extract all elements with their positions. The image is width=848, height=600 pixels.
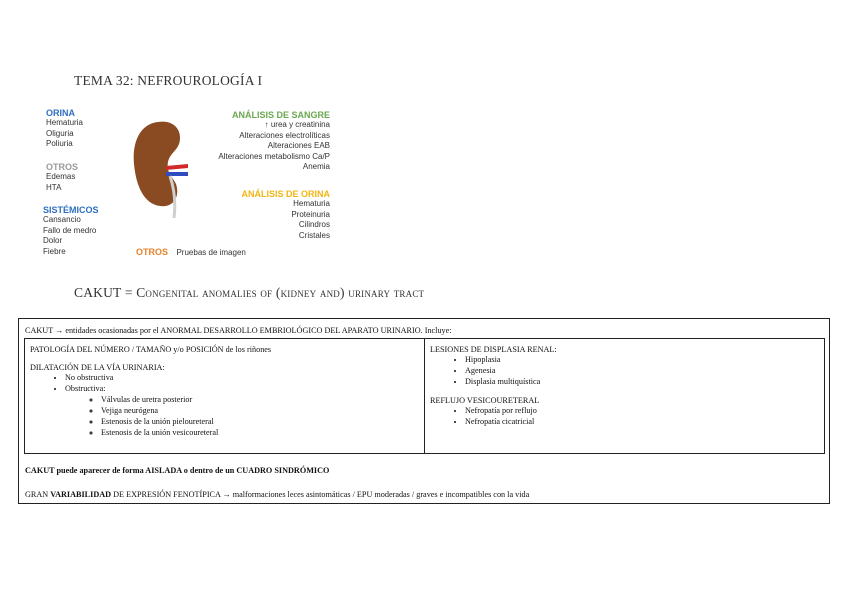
left-column	[25, 339, 425, 453]
lesiones-list	[430, 354, 820, 387]
cakut-intro: CAKUT → entidades ocasionadas por el ANORMAL DESARROLLO EMBRIOLÓGICO DEL APARATO URINARIO. Incluye:	[25, 326, 452, 335]
orina-analisis-item: Cristales	[298, 230, 330, 240]
patologia-heading: PATOLOGÍA DEL NÚMERO / TAMAÑO y/o POSICIÓN de los riñones	[30, 345, 272, 354]
sub-list-item: ◦ Estenosis de la unión vesicoureteral	[101, 427, 419, 438]
orina-item: Oliguria	[46, 128, 74, 138]
orina-analisis-group	[190, 189, 330, 241]
list-item: • Agenesia	[465, 365, 820, 376]
otros-title: OTROS	[46, 162, 79, 172]
sub-list-item: ◦ Vejiga neurógena	[101, 405, 419, 416]
list-item: • Nefropatía por reflujo	[465, 405, 820, 416]
sub-list-item: ◦ Estenosis de la unión pieloureteral	[101, 416, 419, 427]
orina-analisis-item: Hematuria	[293, 199, 330, 208]
sistemicos-item: Cansancio	[43, 215, 81, 224]
sangre-item: Anemia	[302, 162, 330, 171]
sistemicos-title: SISTÉMICOS	[43, 205, 99, 215]
otros2-text: Pruebas de imagen	[176, 248, 246, 257]
cakut-table	[24, 338, 825, 454]
aislada-note: CAKUT puede aparecer de forma AISLADA o dentro de un CUADRO SINDRÓMICO	[25, 466, 330, 475]
sistemicos-item: Fiebre	[43, 246, 66, 256]
orina-analisis-item: Proteinuria	[291, 209, 330, 219]
otros-item: Edemas	[46, 172, 76, 181]
list-item: • Hipoplasia	[465, 354, 820, 365]
orina-group	[46, 108, 83, 150]
otros-item: HTA	[46, 182, 62, 192]
orina-item: Hematuria	[46, 118, 83, 127]
orina-analisis-item: Cilindros	[298, 220, 330, 229]
lesiones-heading: LESIONES DE DISPLASIA RENAL:	[430, 345, 557, 354]
sistemicos-group	[43, 205, 99, 257]
sangre-item: ↑ urea y creatinina	[264, 120, 330, 129]
sangre-item: Alteraciones electrolíticas	[239, 130, 330, 140]
otros2-title: OTROS	[136, 247, 169, 257]
reflujo-heading: REFLUJO VESICOURETERAL	[430, 396, 540, 405]
kidney-diagram	[40, 104, 340, 264]
variabilidad-suffix: DE EXPRESIÓN FENOTÍPICA → malformaciones leces asintomáticas / EPU moderadas / graves e incompatibles con la vida	[113, 490, 530, 499]
right-column	[425, 339, 825, 453]
dilatacion-list	[30, 372, 419, 438]
variabilidad-note	[25, 490, 529, 499]
list-item: • Displasia multiquística	[465, 376, 820, 387]
sangre-group	[170, 110, 330, 173]
otros-group	[46, 162, 78, 193]
sangre-title: ANÁLISIS DE SANGRE	[231, 110, 330, 120]
orina-title: ORINA	[46, 108, 75, 118]
orina-item: Poliuria	[46, 139, 73, 148]
otros2-group	[136, 242, 246, 260]
cakut-box	[18, 318, 830, 504]
cakut-definition: CAKUT = Congenital anomalies of (kidney and) urinary tract	[74, 285, 425, 300]
variabilidad-prefix: GRAN	[25, 490, 49, 499]
sub-list-item: ◦ Válvulas de uretra posterior	[101, 394, 419, 405]
list-item: • Nefropatía cicatricial	[465, 416, 820, 427]
sangre-item: Alteraciones metabolismo Ca/P	[218, 151, 330, 161]
sangre-item: Alteraciones EAB	[267, 141, 330, 150]
sistemicos-item: Dolor	[43, 236, 63, 245]
reflujo-list	[430, 405, 820, 427]
list-item	[65, 383, 419, 438]
obstructiva-sublist	[65, 394, 419, 438]
obstructiva-label: Obstructiva:	[65, 384, 106, 393]
dilatacion-heading: DILATACIÓN DE LA VÍA URINARIA:	[30, 363, 165, 372]
list-item: • No obstructiva	[65, 372, 419, 383]
orina-analisis-title: ANÁLISIS DE ORINA	[241, 189, 330, 199]
page-title: TEMA 32: NEFROUROLOGÍA I	[74, 73, 263, 88]
variabilidad-bold: VARIABILIDAD	[50, 490, 112, 499]
sistemicos-item: Fallo de medro	[43, 225, 97, 235]
